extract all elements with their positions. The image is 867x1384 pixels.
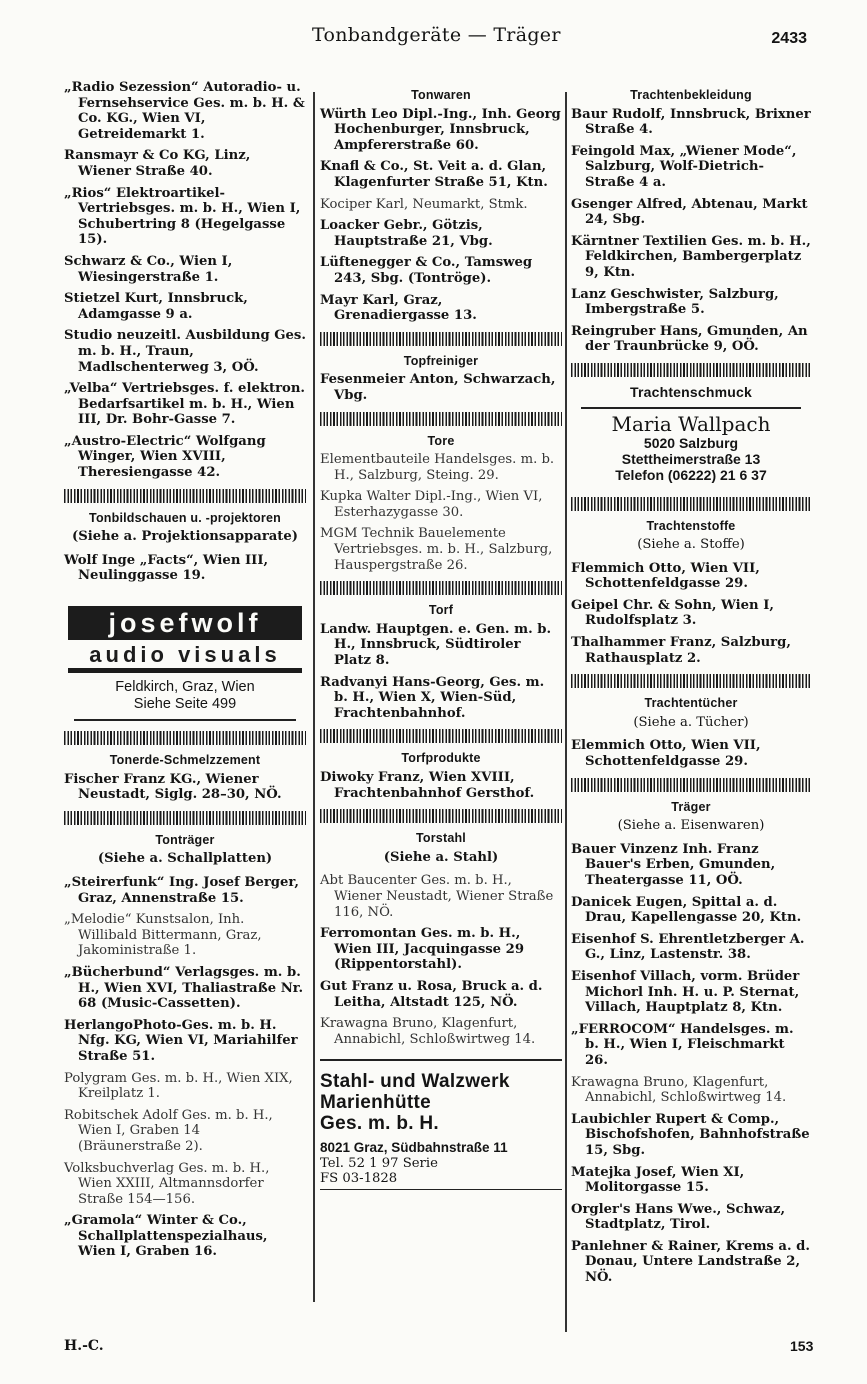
list-item: Thalhammer Franz, Salzburg, Rathausplatz 2. (571, 635, 791, 666)
column-middle (320, 80, 562, 1190)
list-item: MGM Technik Bauelemente Vertriebsges. m. b. H., Salzburg, Hauspergstraße 26. (320, 526, 553, 573)
list-item: „Rios“ Elektroartikel-Vertriebsges. m. b. H., Wien I, Schubertring 8 (Hegelgasse 15). (64, 185, 301, 248)
footer-left: H.-C. (64, 1338, 104, 1354)
list-item: Fischer Franz KG., Wiener Neustadt, Siglg. 28–30, NÖ. (64, 771, 282, 803)
list-item: „Austro-Electric“ Wolfgang Winger, Wien XVIII, Theresiengasse 42. (64, 433, 266, 481)
section-separator (571, 363, 811, 377)
list-item: Mayr Karl, Graz, Grenadiergasse 13. (320, 292, 477, 324)
section-heading: Tonwaren (411, 88, 471, 102)
ad-city: 5020 Salzburg (643, 434, 739, 451)
list-item: „FERROCOM“ Handelsges. m. b. H., Wien I, Fleischmarkt 26. (571, 1021, 794, 1068)
section-heading: Trachtenbekleidung (630, 88, 752, 102)
list-item: Elemmich Otto, Wien VII, Schottenfeldgasse 29. (571, 738, 761, 770)
wallpach-advertisement (571, 407, 811, 483)
section-heading: Tonträger (155, 832, 215, 847)
cross-reference: (Siehe a. Tücher) (633, 714, 749, 730)
list-item: Polygram Ges. m. b. H., Wien XIX, Kreilplatz 1. (64, 1070, 293, 1102)
list-item: Flemmich Otto, Wien VII, Schottenfeldgasse 29. (571, 560, 760, 592)
section-heading: Torstahl (416, 831, 466, 846)
ad-telephone: Tel. 52 1 97 Serie (320, 1155, 438, 1171)
list-item: Diwoky Franz, Wien XVIII, Frachtenbahnhof Gersthof. (320, 770, 535, 801)
cross-reference: (Siehe a. Eisenwaren) (617, 818, 765, 834)
list-item: Bauer Vinzenz Inh. Franz Bauer's Erben, Gmunden, Theatergasse 11, OÖ. (571, 841, 776, 888)
section-separator (64, 811, 306, 825)
page-number: 2433 (771, 30, 807, 47)
page-title: Tonbandgeräte — Träger (312, 24, 561, 46)
list-item: Elementbauteile Handelsges. m. b. H., Salzburg, Steing. 29. (320, 452, 555, 483)
section-separator (571, 497, 811, 511)
list-item: „Melodie“ Kunstsalon, Inh. Willibald Bittermann, Graz, Jakoministraße 1. (64, 912, 262, 959)
list-item: Kupka Walter Dipl.-Ing., Wien VI, Esterhazygasse 30. (320, 489, 543, 520)
list-item: Lüftenegger & Co., Tamsweg 243, Sbg. (Tontröge). (320, 255, 533, 286)
ad-address: 8021 Graz, Südbahnstraße 11 (320, 1140, 508, 1156)
ad-rule (74, 719, 296, 721)
list-item: Geipel Chr. & Sohn, Wien I, Rudolfsplatz 3. (571, 597, 774, 629)
list-item: Gsenger Alfred, Abtenau, Markt 24, Sbg. (571, 196, 808, 228)
section-heading: Trachtenstoffe (646, 518, 736, 533)
section-heading: Trachtentücher (644, 696, 738, 711)
cross-reference: (Siehe a. Stahl) (383, 849, 499, 865)
list-item: Wolf Inge „Facts“, Wien III, Neulinggasse 19. (64, 552, 269, 584)
list-item: Laubichler Rupert & Comp., Bischofshofen, Bahnhofstraße 15, Sbg. (571, 1111, 810, 1158)
list-item: Abt Baucenter Ges. m. b. H., Wiener Neustadt, Wiener Straße 116, NÖ. (320, 873, 554, 920)
section-separator (64, 731, 306, 745)
josefwolf-advertisement (64, 606, 306, 721)
section-separator (571, 674, 811, 688)
list-item: Loacker Gebr., Götzis, Hauptstraße 21, Vbg. (320, 218, 493, 249)
cross-reference: (Siehe a. Schallplatten) (97, 851, 273, 867)
ad-telex: FS 03-1828 (320, 1170, 398, 1186)
list-item: Eisenhof Villach, vorm. Brüder Michorl Inh. H. u. P. Sternat, Villach, Hauptplatz 8, Ktn. (571, 968, 800, 1016)
list-item: Studio neuzeitl. Ausbildung Ges. m. b. H., Traun, Madlschenterweg 3, OÖ. (64, 328, 306, 375)
ad-company-name: Marienhütte (320, 1092, 431, 1114)
marienhuette-advertisement (320, 1059, 562, 1190)
list-item: Stietzel Kurt, Innsbruck, Adamgasse 9 a. (64, 291, 248, 322)
list-item: Orgler's Hans Wwe., Schwaz, Stadtplatz, Tirol. (571, 1201, 786, 1233)
column-rule (565, 92, 567, 1332)
list-item: „Velba“ Vertriebsges. f. elektron. Bedarfsartikel m. b. H., Wien III, Dr. Bohr-Gasse 7. (64, 381, 305, 428)
list-item: Reingruber Hans, Gmunden, An der Traunbrücke 9, OÖ. (571, 323, 808, 355)
column-right (571, 80, 811, 1292)
column-left (64, 80, 306, 1266)
cross-reference: (Siehe a. Projektionsapparate) (71, 529, 299, 545)
list-item: Würth Leo Dipl.-Ing., Inh. Georg Hochenburger, Innsbruck, Ampfererstraße 60. (320, 106, 561, 153)
list-item: Danicek Eugen, Spittal a. d. Drau, Kapellengasse 20, Ktn. (571, 894, 802, 926)
ad-rule (581, 407, 801, 409)
section-separator (64, 489, 306, 503)
section-heading: Tonbildschauen u. -projektoren (89, 510, 281, 525)
list-item: Robitschek Adolf Ges. m. b. H., Wien I, Graben 14 (Bräunerstraße 2). (64, 1107, 273, 1154)
list-item: Lanz Geschwister, Salzburg, Imbergstraße 5. (571, 286, 779, 318)
list-item: Feingold Max, „Wiener Mode“, Salzburg, Wolf-Dietrich-Straße 4 a. (571, 143, 797, 190)
list-item: Fesenmeier Anton, Schwarzach, Vbg. (320, 372, 556, 403)
ad-telephone: Telefon (06222) 21 6 37 (615, 466, 767, 483)
section-separator (320, 809, 562, 823)
list-item: Matejka Josef, Wien XI, Molitorgasse 15. (571, 1164, 745, 1196)
column-rule (313, 92, 315, 1302)
section-separator (320, 412, 562, 426)
list-item: HerlangoPhoto-Ges. m. b. H. Nfg. KG, Wien VI, Mariahilfer Straße 51. (64, 1017, 298, 1064)
list-item: Eisenhof S. Ehrentletzberger A. G., Linz, Lastenstr. 38. (571, 931, 805, 963)
list-item: Baur Rudolf, Innsbruck, Brixner Straße 4. (571, 106, 811, 138)
ad-address: Stettheimerstraße 13 (621, 450, 761, 467)
list-item: Knafl & Co., St. Veit a. d. Glan, Klagenfurter Straße 51, Ktn. (320, 159, 548, 190)
section-heading: Torf (428, 603, 454, 618)
list-item: Krawagna Bruno, Klagenfurt, Annabichl, Schloßwirtweg 14. (571, 1074, 787, 1106)
list-item: „Bücherbund“ Verlagsges. m. b. H., Wien XVI, Thaliastraße Nr. 68 (Music-Cassetten). (64, 964, 304, 1012)
section-heading: Tonerde-Schmelzzement (109, 753, 261, 768)
list-item: Landw. Hauptgen. e. Gen. m. b. H., Innsbruck, Südtiroler Platz 8. (320, 621, 552, 669)
section-heading: Träger (671, 799, 711, 814)
list-item: Panlehner & Rainer, Krems a. d. Donau, Untere Landstraße 2, NÖ. (571, 1238, 810, 1286)
list-item: Volksbuchverlag Ges. m. b. H., Wien XXIII, Altmannsdorfer Straße 154—156. (64, 1160, 270, 1207)
list-item: „Gramola“ Winter & Co., Schallplattenspezialhaus, Wien I, Graben 16. (64, 1213, 268, 1260)
list-item: „Steirerfunk“ Ing. Josef Berger, Graz, Annenstraße 15. (64, 875, 299, 906)
page-header (0, 24, 867, 54)
list-item: Ransmayr & Co KG, Linz, Wiener Straße 40. (64, 148, 251, 179)
list-item: Kärntner Textilien Ges. m. b. H., Feldkirchen, Bambergerplatz 9, Ktn. (571, 233, 811, 280)
audio-visuals-logo: audio visuals (68, 642, 302, 673)
ad-locations: Feldkirch, Graz, Wien (115, 679, 255, 696)
ad-company-name: Stahl- und Walzwerk (320, 1071, 510, 1093)
section-separator (320, 729, 562, 743)
section-heading: Torfprodukte (401, 751, 481, 766)
section-separator (320, 581, 562, 595)
list-item: Kociper Karl, Neumarkt, Stmk. (320, 196, 528, 212)
ad-rule (320, 1189, 562, 1190)
ad-page-reference: Siehe Seite 499 (133, 696, 237, 713)
ad-company-name: Maria Wallpach (611, 411, 771, 436)
cross-reference: (Siehe a. Stoffe) (637, 537, 745, 553)
list-item: Gut Franz u. Rosa, Bruck a. d. Leitha, Altstadt 125, NÖ. (320, 978, 543, 1010)
section-separator (320, 332, 562, 346)
section-heading: Topfreiniger (403, 353, 479, 368)
list-item: Radvanyi Hans-Georg, Ges. m. b. H., Wien X, Wien-Süd, Frachtenbahnhof. (320, 674, 545, 721)
section-heading: Tore (427, 433, 455, 448)
section-separator (571, 778, 811, 792)
section-heading: Trachtenschmuck (629, 383, 753, 400)
list-item: „Radio Sezession“ Autoradio- u. Fernsehservice Ges. m. b. H. & Co. KG., Wien VI, Getreidemarkt 1. (64, 80, 305, 142)
list-item: Ferromontan Ges. m. b. H., Wien III, Jacquingasse 29 (Rippentorstahl). (320, 926, 525, 973)
josefwolf-logo: josefwolf (68, 606, 302, 640)
ad-company-name: Ges. m. b. H. (320, 1113, 439, 1135)
list-item: Krawagna Bruno, Klagenfurt, Annabichl, Schloßwirtweg 14. (320, 1016, 536, 1047)
list-item: Schwarz & Co., Wien I, Wiesingerstraße 1. (64, 253, 233, 285)
footer-page-number: 153 (790, 1338, 814, 1354)
